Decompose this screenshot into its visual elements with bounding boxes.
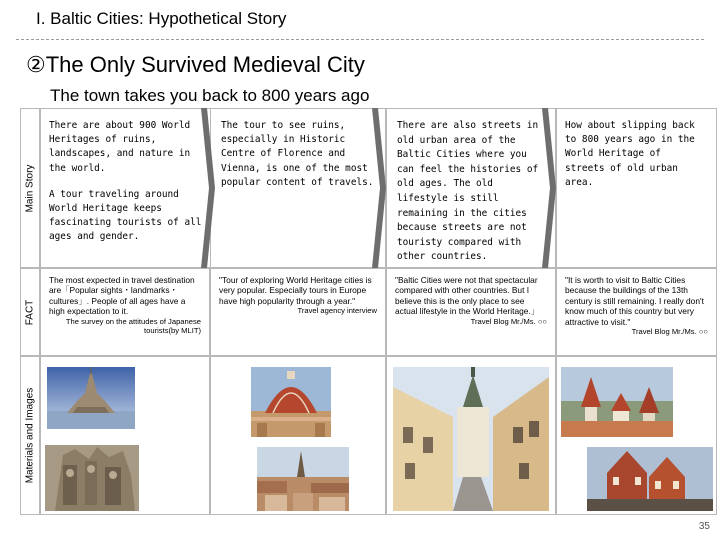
materials-cell-4: [556, 356, 717, 515]
story-text: How about slipping back to 800 years ago in the World Heritage of streets of old urban area.: [565, 120, 695, 188]
fact-source: Travel Blog Mr./Ms. ○○: [631, 327, 708, 337]
story-cell-3: [386, 108, 556, 268]
fact-quote: "Baltic Cities were not that spectacular compared with other countries. But I believe this is the only place to see actual lifestyle in the World Heritage.」: [395, 275, 540, 317]
fact-quote: The most expected in travel destination are「Popular sights・landmarks・cultures」. People of all ages have a high expectation to it.: [49, 275, 195, 317]
materials-cell-1: [40, 356, 210, 515]
story-text: The tour to see ruins, especially in Historic Centre of Florence and Vienna, is one of the most popular content of travels.: [221, 120, 374, 188]
fact-quote: "Tour of exploring World Heritage cities is very popular. Especially tours in Europe have high popularity through a year.": [219, 275, 372, 306]
row-label-fact: FACT: [20, 268, 40, 356]
story-cell-1: [40, 108, 216, 268]
fact-cell-1: [40, 268, 210, 356]
fact-source: Travel agency interview: [297, 306, 377, 316]
photo-florence-cathedral: [251, 367, 331, 437]
photo-vienna-cityscape: [257, 447, 349, 511]
materials-cell-2: [210, 356, 386, 515]
photo-mont-saint-michel: [47, 367, 135, 429]
story-text: There are about 900 World Heritages of ruins, landscapes, and nature in the world.: [49, 120, 191, 174]
story-text: There are also streets in old urban area of the Baltic Cities where you can feel the histories of old ages. The old lifestyle is still remaining in the cities because streets are not touristy compared with other countries.: [397, 120, 539, 263]
story-grid: [20, 108, 717, 515]
fact-cell-3: [386, 268, 556, 356]
slide-title: ②The Only Survived Medieval City: [26, 52, 365, 77]
row-label-materials: Materials and Images: [20, 356, 40, 515]
photo-stone-relief: [45, 445, 139, 511]
photo-tallinn-rooftops: [561, 367, 673, 437]
story-cell-2: [210, 108, 386, 268]
story-cell-4: [556, 108, 717, 268]
story-text: A tour traveling around World Heritage keeps fascinating tourists of all ages and gender.: [49, 188, 202, 243]
header-divider: [16, 39, 704, 40]
flow-arrow: [372, 108, 386, 268]
fact-cell-4: [556, 268, 717, 356]
photo-riga-gabled-house: [587, 447, 713, 511]
page-number: 35: [698, 521, 710, 532]
materials-cell-3: [386, 356, 556, 515]
photo-old-town-street: [393, 367, 549, 511]
fact-source: The survey on the attitudes of Japanese tourists(by MLIT): [65, 316, 201, 336]
row-label-main-story: Main Story: [20, 108, 40, 268]
fact-source: Travel Blog Mr./Ms. ○○: [470, 316, 547, 326]
flow-arrow: [542, 108, 556, 268]
slide-subtitle: The town takes you back to 800 years ago: [50, 86, 370, 105]
flow-arrow: [201, 108, 215, 268]
fact-cell-2: [210, 268, 386, 356]
fact-quote: "It is worth to visit to Baltic Cities because the buildings of the 13th century is still remaining. I really don't know much of this country but very attractive to visit.": [565, 275, 704, 327]
chapter-heading: I. Baltic Cities: Hypothetical Story: [36, 9, 287, 28]
